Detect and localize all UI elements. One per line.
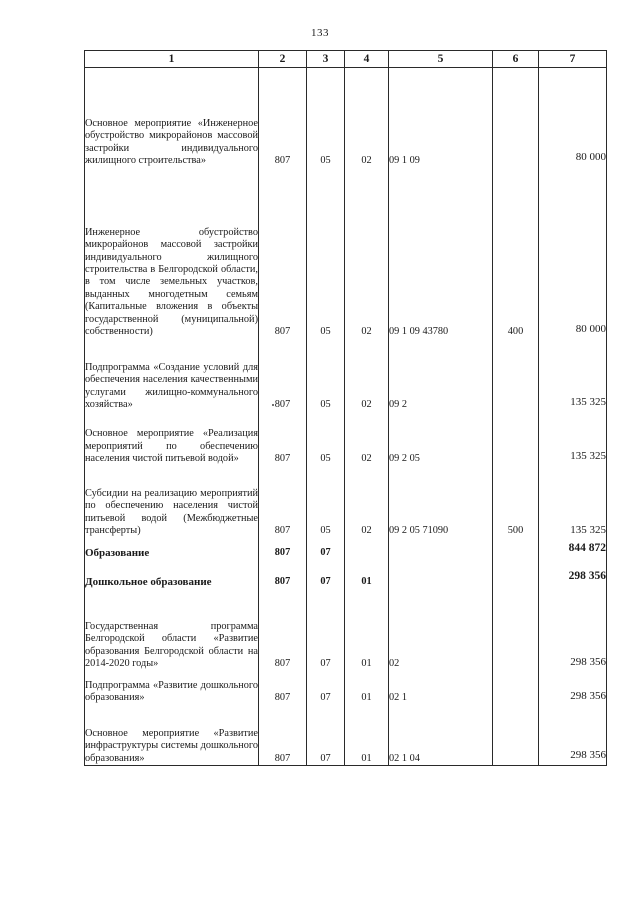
row-amount: 135 325 [539, 466, 607, 540]
row-name: Основное мероприятие «Инженерное обустройство микрорайонов массовой застройки индивидуального жилищного строительства» [85, 68, 259, 172]
column-header-7: 7 [539, 51, 607, 68]
row-code-target: 02 1 [389, 674, 493, 708]
table-row [85, 172, 607, 342]
row-code-expense-type: 500 [493, 466, 539, 540]
column-header-6: 6 [493, 51, 539, 68]
column-header-1: 1 [85, 51, 259, 68]
row-amount: 80 000 [539, 172, 607, 342]
row-code-expense-type: 400 [493, 172, 539, 342]
table-row [85, 540, 607, 568]
column-header-5: 5 [389, 51, 493, 68]
row-amount: 298 356 [539, 598, 607, 674]
row-code-target [389, 568, 493, 598]
table-row [85, 708, 607, 766]
row-code-admin: 807 [259, 412, 307, 466]
row-code-section: 05 [307, 412, 345, 466]
row-code-expense-type [493, 540, 539, 568]
row-code-expense-type [493, 568, 539, 598]
row-amount: 298 356 [539, 674, 607, 708]
table-row [85, 568, 607, 598]
row-code-target [389, 540, 493, 568]
row-code-section: 05 [307, 68, 345, 172]
row-code-section: 05 [307, 172, 345, 342]
table-header-row [85, 51, 607, 68]
column-header-3: 3 [307, 51, 345, 68]
row-amount: 80 000 [539, 68, 607, 172]
row-code-target: 09 2 05 71090 [389, 466, 493, 540]
table-row [85, 412, 607, 466]
row-code-section: 05 [307, 342, 345, 412]
row-code-admin: 807 [259, 598, 307, 674]
row-code-subsection: 02 [345, 172, 389, 342]
row-code-subsection: 02 [345, 466, 389, 540]
row-code-expense-type [493, 598, 539, 674]
row-amount: 298 356 [539, 568, 607, 598]
row-code-expense-type [493, 68, 539, 172]
row-amount: 135 325 [539, 342, 607, 412]
table-row [85, 466, 607, 540]
scan-speck [272, 404, 274, 406]
row-code-target: 09 1 09 43780 [389, 172, 493, 342]
row-code-subsection: 01 [345, 708, 389, 766]
row-name: Подпрограмма «Развитие дошкольного образования» [85, 674, 259, 708]
row-amount: 298 356 [539, 708, 607, 766]
row-code-subsection: 02 [345, 342, 389, 412]
row-code-expense-type [493, 412, 539, 466]
row-amount: 844 872 [539, 540, 607, 568]
row-code-section: 07 [307, 540, 345, 568]
table-row [85, 342, 607, 412]
row-code-admin: 807 [259, 68, 307, 172]
row-code-target: 09 2 05 [389, 412, 493, 466]
row-code-target: 09 1 09 [389, 68, 493, 172]
row-code-admin: 807 [259, 466, 307, 540]
row-code-target: 09 2 [389, 342, 493, 412]
row-code-admin: 807 [259, 568, 307, 598]
page-number: 133 [311, 27, 329, 39]
row-code-section: 07 [307, 568, 345, 598]
row-name: Дошкольное образование [85, 568, 259, 598]
column-header-2: 2 [259, 51, 307, 68]
row-name: Подпрограмма «Создание условий для обеспечения населения качественными услугами жилищно-коммунального хозяйства» [85, 342, 259, 412]
row-code-expense-type [493, 342, 539, 412]
row-code-admin: 807 [259, 674, 307, 708]
table-row [85, 598, 607, 674]
column-header-4: 4 [345, 51, 389, 68]
row-code-section: 07 [307, 708, 345, 766]
row-code-section: 07 [307, 598, 345, 674]
row-name: Основное мероприятие «Развитие инфраструктуры системы дошкольного образования» [85, 708, 259, 766]
row-name: Государственная программа Белгородской области «Развитие образования Белгородской области на 2014-2020 годы» [85, 598, 259, 674]
row-code-expense-type [493, 708, 539, 766]
row-code-target: 02 1 04 [389, 708, 493, 766]
row-code-subsection [345, 540, 389, 568]
row-code-subsection: 01 [345, 674, 389, 708]
row-code-expense-type [493, 674, 539, 708]
row-code-target: 02 [389, 598, 493, 674]
row-code-section: 05 [307, 466, 345, 540]
row-code-section: 07 [307, 674, 345, 708]
row-name: Основное мероприятие «Реализация мероприятий по обеспечению населения чистой питьевой водой» [85, 412, 259, 466]
row-amount: 135 325 [539, 412, 607, 466]
row-name: Инженерное обустройство микрорайонов массовой застройки индивидуального жилищного строительства в Белгородской области, в том числе земельных участков, выданных многодетным семьям (Капитальные вложения в объекты государственной (муниципальной) собственности) [85, 172, 259, 342]
row-code-subsection: 02 [345, 68, 389, 172]
row-code-admin: 807 [259, 708, 307, 766]
table-row [85, 68, 607, 172]
row-code-admin: 807 [259, 342, 307, 412]
budget-table [84, 50, 607, 766]
row-code-admin: 807 [259, 172, 307, 342]
row-code-subsection: 02 [345, 412, 389, 466]
row-code-subsection: 01 [345, 568, 389, 598]
row-name: Субсидии на реализацию мероприятий по обеспечению населения чистой питьевой водой (Межбюджетные трансферты) [85, 466, 259, 540]
row-code-admin: 807 [259, 540, 307, 568]
row-name: Образование [85, 540, 259, 568]
table-row [85, 674, 607, 708]
row-code-subsection: 01 [345, 598, 389, 674]
